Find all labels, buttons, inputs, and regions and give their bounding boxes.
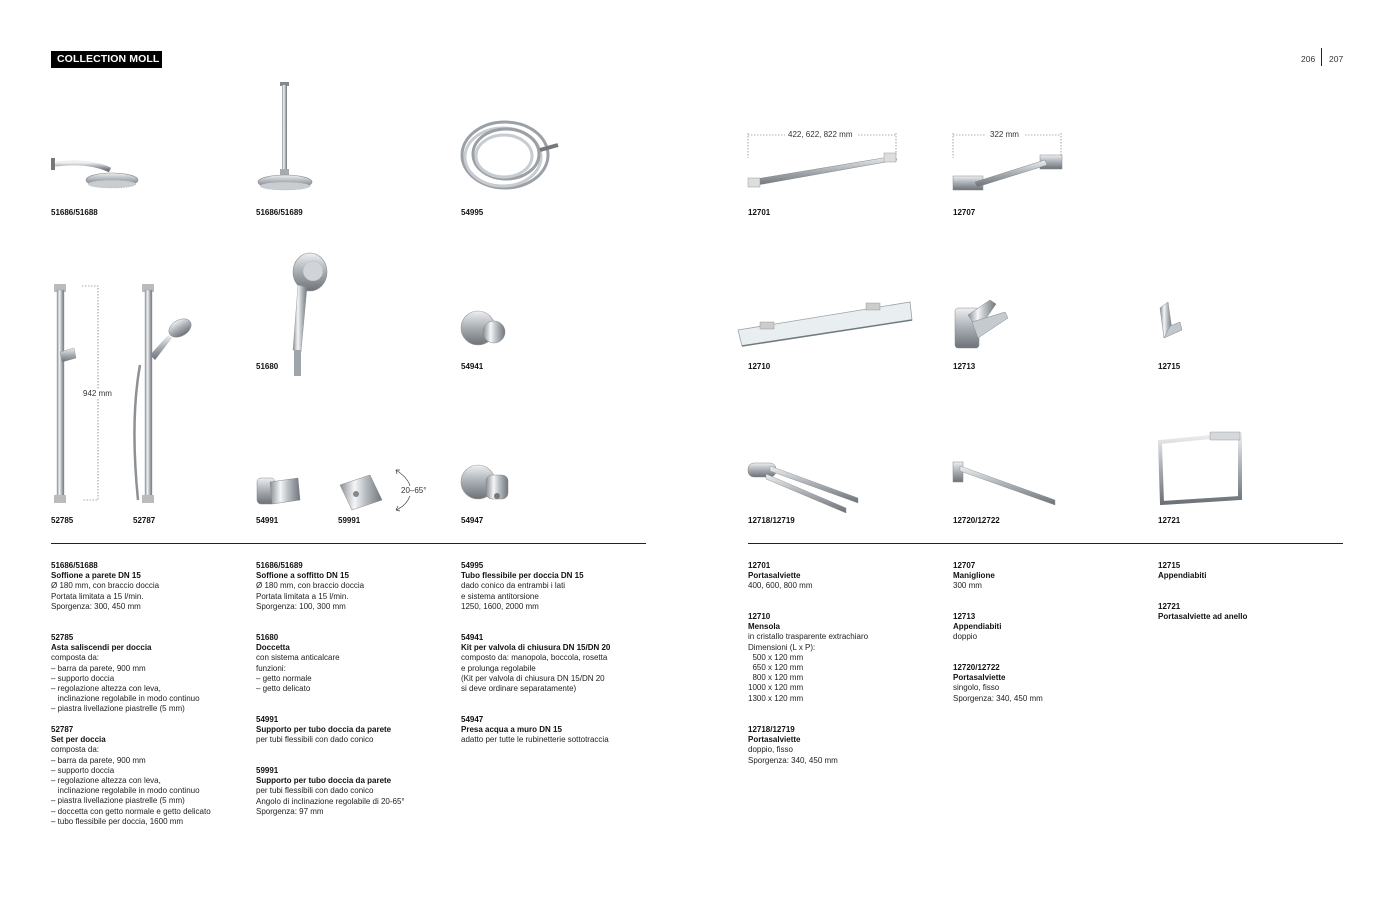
- product-detail-line: – tubo flessibile per doccia, 1600 mm: [51, 816, 184, 826]
- image-code: 12715: [1158, 362, 1181, 371]
- product-description: [1158, 561, 1353, 581]
- product-description: [51, 561, 246, 612]
- product-code: 12710: [748, 612, 771, 621]
- product-detail-line: 300 mm: [953, 581, 982, 591]
- product-code: 59991: [256, 766, 279, 775]
- page-number-left: 206: [1301, 54, 1316, 64]
- product-detail-line: dado conico da entrambi i lati: [461, 581, 566, 591]
- image-code: 54991: [256, 516, 279, 525]
- product-title: Set per doccia: [51, 735, 106, 745]
- product-detail-line: adatto per tutte le rubinetterie sottotraccia: [461, 735, 609, 745]
- hand-shower-51680-image: [293, 253, 327, 376]
- product-detail-line: 400, 600, 800 mm: [748, 581, 813, 591]
- product-detail-line: – regolazione altezza con leva,: [51, 776, 161, 786]
- product-title: Supporto per tubo doccia da parete: [256, 776, 392, 786]
- product-code: 52787: [51, 725, 74, 734]
- product-title: Appendiabiti: [1158, 571, 1207, 581]
- product-description: [461, 715, 656, 746]
- length-dimension-label-12701: 422, 622, 822 mm: [788, 130, 853, 139]
- double-towel-rail-12718-image: [748, 463, 858, 513]
- grab-bar-12707-image: [953, 133, 1062, 190]
- single-towel-rail-12720-image: [953, 462, 1055, 505]
- image-code: 54941: [461, 362, 484, 371]
- product-detail-line: doppio: [953, 632, 978, 642]
- product-detail-line: doppio, fisso: [748, 745, 793, 755]
- product-description: [748, 561, 943, 592]
- product-detail-line: con sistema anticalcare: [256, 653, 340, 663]
- product-title: Mensola: [748, 622, 781, 632]
- product-detail-line: – piastra livellazione piastrelle (5 mm): [51, 796, 185, 806]
- product-detail-line: – doccetta con getto normale e getto delicato: [51, 806, 211, 816]
- product-code: 51686/51688: [51, 561, 98, 570]
- image-code: 54947: [461, 516, 484, 525]
- image-code: 51680: [256, 362, 279, 371]
- product-detail-line: 1250, 1600, 2000 mm: [461, 601, 539, 611]
- product-detail-line: composto da: manopola, boccola, rosetta: [461, 653, 608, 663]
- product-detail-line: Sporgenza: 340, 450 mm: [748, 755, 838, 765]
- product-title: Tubo flessibile per doccia DN 15: [461, 571, 584, 581]
- product-detail-line: Dimensioni (L x P):: [748, 642, 816, 652]
- product-detail-line: Sporgenza: 97 mm: [256, 806, 324, 816]
- product-title: Appendiabiti: [953, 622, 1002, 632]
- product-detail-line: 800 x 120 mm: [748, 673, 804, 683]
- product-detail-line: – barra da parete, 900 mm: [51, 755, 146, 765]
- product-code: 12718/12719: [748, 725, 795, 734]
- product-detail-line: per tubi flessibili con dado conico: [256, 786, 374, 796]
- image-code: 12710: [748, 362, 771, 371]
- image-code: 54995: [461, 208, 484, 217]
- product-description: [953, 663, 1148, 704]
- product-detail-line: funzioni:: [256, 663, 286, 673]
- double-hook-12713-image: [955, 300, 1008, 348]
- hose-holder-54991-image: [257, 478, 300, 504]
- product-detail-line: composta da:: [51, 653, 100, 663]
- angle-dimension-label: 20–65°: [401, 486, 427, 495]
- product-description: [748, 725, 943, 766]
- product-code: 54991: [256, 715, 279, 724]
- product-detail-line: singolo, fisso: [953, 683, 1000, 693]
- product-title: Portasalviette: [748, 735, 801, 745]
- product-title: Portasalviette ad anello: [1158, 612, 1248, 622]
- product-description: [51, 633, 246, 715]
- product-code: 54995: [461, 561, 484, 570]
- product-code: 12701: [748, 561, 771, 570]
- image-code: 59991: [338, 516, 361, 525]
- image-code: 12707: [953, 208, 976, 217]
- product-detail-line: 1000 x 120 mm: [748, 683, 804, 693]
- single-hook-12715-image: [1160, 302, 1182, 338]
- collection-badge: COLLECTION MOLL: [51, 51, 162, 68]
- product-description: [953, 561, 1148, 592]
- product-title: Supporto per tubo doccia da parete: [256, 725, 392, 735]
- product-description: [953, 612, 1148, 643]
- product-code: 52785: [51, 633, 74, 642]
- product-title: Portasalviette: [748, 571, 801, 581]
- wall-shower-head-image: [53, 158, 138, 188]
- image-code: 12713: [953, 362, 976, 371]
- product-code: 12707: [953, 561, 976, 570]
- image-code: 12721: [1158, 516, 1181, 525]
- towel-bar-12701-image: [748, 133, 897, 187]
- image-code: 52787: [133, 516, 156, 525]
- product-detail-line: – piastra livellazione piastrelle (5 mm): [51, 704, 185, 714]
- product-detail-line: inclinazione regolabile in modo continuo: [51, 786, 200, 796]
- product-detail-line: e prolunga regolabile: [461, 663, 536, 673]
- towel-ring-12721-image: [1160, 432, 1240, 503]
- product-detail-line: Sporgenza: 300, 450 mm: [51, 601, 141, 611]
- product-detail-line: Portata limitata a 15 l/min.: [51, 591, 144, 601]
- product-detail-line: (Kit per valvola di chiusura DN 15/DN 20: [461, 673, 605, 683]
- product-detail-line: Ø 180 mm, con braccio doccia: [51, 581, 160, 591]
- product-title: Asta saliscendi per doccia: [51, 643, 152, 653]
- product-detail-line: – getto delicato: [256, 684, 311, 694]
- product-detail-line: 1300 x 120 mm: [748, 693, 804, 703]
- product-detail-line: Angolo di inclinazione regolabile di 20-65°: [256, 796, 405, 806]
- product-title: Soffione a soffitto DN 15: [256, 571, 349, 581]
- product-code: 54947: [461, 715, 484, 724]
- image-code: 52785: [51, 516, 74, 525]
- product-description: [51, 725, 246, 827]
- image-code: 12718/12719: [748, 516, 795, 525]
- product-title: Portasalviette: [953, 673, 1006, 683]
- product-title: Soffione a parete DN 15: [51, 571, 141, 581]
- product-code: 12713: [953, 612, 976, 621]
- product-code: 54941: [461, 633, 484, 642]
- product-code: 12720/12722: [953, 663, 1000, 672]
- product-description: [256, 766, 451, 817]
- glass-shelf-12710-image: [738, 302, 912, 346]
- product-title: Doccetta: [256, 643, 290, 653]
- product-code: 12715: [1158, 561, 1181, 570]
- image-code: 12720/12722: [953, 516, 1000, 525]
- product-detail-line: si deve ordinare separatamente): [461, 684, 577, 694]
- product-detail-line: e sistema antitorsione: [461, 591, 539, 601]
- shower-set-52787-image: [134, 284, 194, 503]
- page-number-right: 207: [1329, 54, 1344, 64]
- height-dimension-label: 942 mm: [83, 389, 112, 398]
- image-code: 51686/51689: [256, 208, 303, 217]
- product-title: Kit per valvola di chiusura DN 15/DN 20: [461, 643, 611, 653]
- product-description: [256, 561, 451, 612]
- product-detail-line: composta da:: [51, 745, 100, 755]
- product-detail-line: Ø 180 mm, con braccio doccia: [256, 581, 365, 591]
- product-detail-line: Portata limitata a 15 l/min.: [256, 591, 349, 601]
- product-description: [256, 633, 451, 694]
- wall-outlet-54947-image: [461, 465, 508, 499]
- section-divider-left: [51, 543, 646, 544]
- product-detail-line: – barra da parete, 900 mm: [51, 663, 146, 673]
- product-description: [1158, 602, 1353, 622]
- image-code: 51686/51688: [51, 208, 98, 217]
- product-detail-line: Sporgenza: 340, 450 mm: [953, 693, 1043, 703]
- product-detail-line: per tubi flessibili con dado conico: [256, 735, 374, 745]
- product-detail-line: 650 x 120 mm: [748, 663, 804, 673]
- product-description: [256, 715, 451, 746]
- product-detail-line: in cristallo trasparente extrachiaro: [748, 632, 869, 642]
- product-code: 51680: [256, 633, 279, 642]
- shower-hose-image: [462, 122, 558, 188]
- product-detail-line: – supporto doccia: [51, 765, 115, 775]
- product-code: 51686/51689: [256, 561, 303, 570]
- product-description: [461, 633, 656, 694]
- valve-knob-54941-image: [461, 311, 505, 345]
- length-dimension-label-12707: 322 mm: [990, 130, 1019, 139]
- product-detail-line: inclinazione regolabile in modo continuo: [51, 694, 200, 704]
- section-divider-right: [748, 543, 1343, 544]
- product-title: Maniglione: [953, 571, 995, 581]
- product-detail-line: – supporto doccia: [51, 673, 115, 683]
- image-code: 12701: [748, 208, 771, 217]
- product-description: [461, 561, 656, 612]
- product-detail-line: – getto normale: [256, 673, 312, 683]
- hose-holder-59991-image: [340, 470, 410, 511]
- product-detail-line: 500 x 120 mm: [748, 652, 804, 662]
- ceiling-shower-head-image: [258, 82, 312, 190]
- product-detail-line: – regolazione altezza con leva,: [51, 684, 161, 694]
- product-title: Presa acqua a muro DN 15: [461, 725, 562, 735]
- product-description: [748, 612, 943, 704]
- product-detail-line: Sporgenza: 100, 300 mm: [256, 601, 346, 611]
- product-code: 12721: [1158, 602, 1181, 611]
